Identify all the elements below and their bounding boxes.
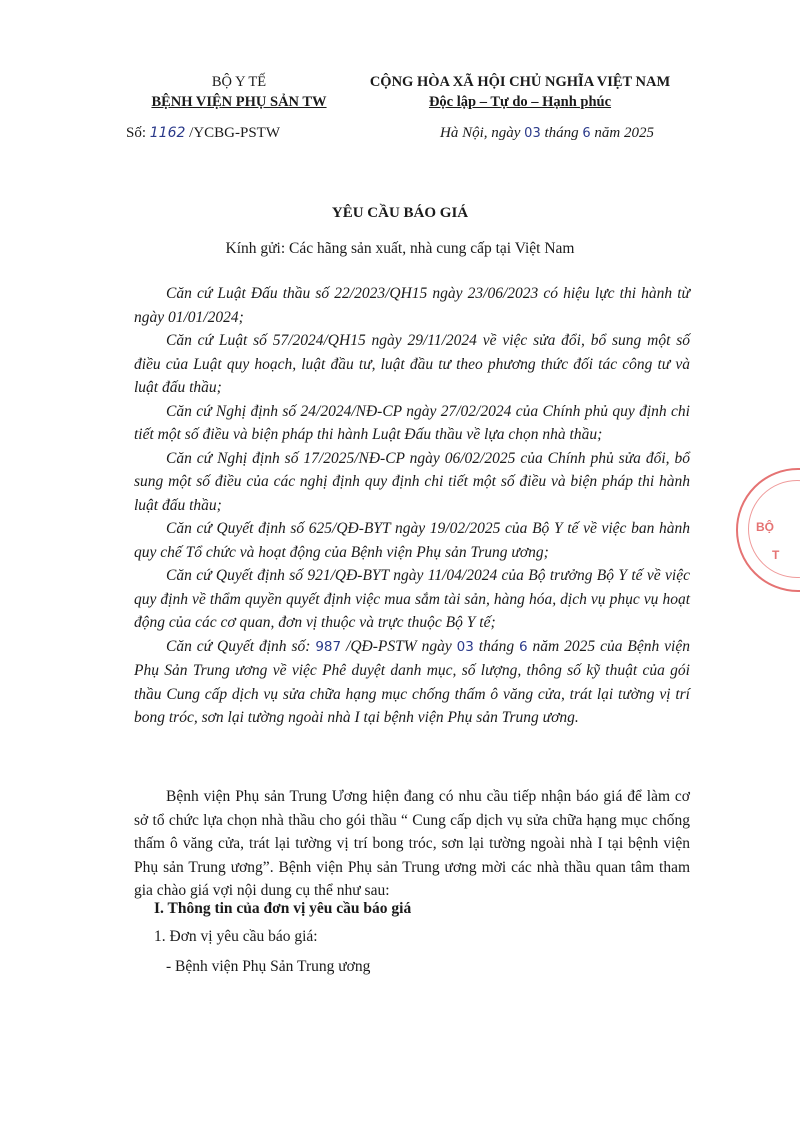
doc-number-prefix: Số: <box>126 125 150 141</box>
seal-text: T <box>772 548 780 562</box>
decision-prefix: Căn cứ Quyết định số: <box>166 637 316 655</box>
decision-date-label: /QĐ-PSTW ngày <box>341 637 457 655</box>
basis-paragraph-decision <box>134 635 690 730</box>
doc-number-suffix: /YCBG-PSTW <box>185 125 280 141</box>
date-line <box>440 125 654 142</box>
ministry-name: BỘ Y TẾ <box>211 74 267 90</box>
section-1-item-1-detail: - Bệnh viện Phụ Sản Trung ương <box>166 958 371 975</box>
document-number <box>126 125 280 142</box>
intro-paragraph: Bệnh viện Phụ sản Trung Ương hiện đang có nhu cầu tiếp nhận báo giá để làm cơ sở tổ chức lựa chọn nhà thầu cho gói thầu “ Cung cấp dịch vụ sửa chữa hạng mục chống thấm ô văng cửa, trát lại tường vị trí bong tróc, sơn lại tường ngoài nhà I tại bệnh viện Phụ sản Trung ương”. Bệnh viện Phụ sản Trung ương mời các nhà thầu quan tâm tham gia chào giá vợi nội dung cụ thể như sau: <box>134 788 690 899</box>
date-month-label: tháng <box>540 125 583 141</box>
date-prefix: Hà Nội, ngày <box>440 125 525 141</box>
decision-day-handwritten: 03 <box>456 638 474 655</box>
decision-number-handwritten: 987 <box>315 638 342 655</box>
date-day-handwritten: 03 <box>524 126 541 141</box>
basis-paragraph: Căn cứ Nghị định số 24/2024/NĐ-CP ngày 27/02/2024 của Chính phủ quy định chi tiết một số điều và biện pháp thi hành Luật Đấu thầu về lựa chọn nhà thầu; <box>134 402 690 443</box>
basis-paragraph: Căn cứ Quyết định số 625/QĐ-BYT ngày 19/02/2025 của Bộ Y tế về việc ban hành quy chế Tổ chức và hoạt động của Bệnh viện Phụ sản Trung ương; <box>134 520 690 561</box>
legal-basis <box>134 282 690 730</box>
doc-number-handwritten: 1162 <box>149 125 186 141</box>
national-heading <box>350 72 690 112</box>
document-title: YÊU CẦU BÁO GIÁ <box>331 205 469 221</box>
national-motto: Độc lập – Tự do – Hạnh phúc <box>428 94 612 110</box>
basis-paragraph: Căn cứ Quyết định số 921/QĐ-BYT ngày 11/04/2024 của Bộ trưởng Bộ Y tế về việc quy định về thẩm quyền quyết định việc mua sắm tài sản, hàng hóa, dịch vụ phục vụ hoạt động của các cơ quan, đơn vị thuộc và trực thuộc Bộ Y tế; <box>134 567 690 631</box>
decision-body: năm 2025 của Bệnh viện Phụ Sản Trung ương về việc Phê duyệt danh mục, số lượng, thông số kỹ thuật của gói thầu Cung cấp dịch vụ sửa chữa hạng mục chống thấm ô văng cửa, trát lại tường vị trí bong tróc, sơn lại tường ngoài nhà I tại bệnh viện Phụ sản Trung ương. <box>134 637 690 726</box>
basis-paragraph: Căn cứ Luật số 57/2024/QH15 ngày 29/11/2024 về việc sửa đổi, bổ sung một số điều của Luật quy hoạch, luật đầu tư, luật đầu tư theo phương thức đối tác công tư và luật đấu thầu; <box>134 332 690 396</box>
issuer-block <box>124 72 354 112</box>
basis-paragraph: Căn cứ Luật Đấu thầu số 22/2023/QH15 ngày 23/06/2023 có hiệu lực thi hành từ ngày 01/01/2024; <box>134 285 690 326</box>
recipient-line: Kính gửi: Các hãng sản xuất, nhà cung cấp tại Việt Nam <box>225 240 575 257</box>
organization-name: BỆNH VIỆN PHỤ SẢN TW <box>151 94 327 110</box>
section-1-item-1: 1. Đơn vị yêu cầu báo giá: <box>154 928 318 945</box>
date-month-handwritten: 6 <box>582 126 591 141</box>
decision-month-label: tháng <box>473 637 519 655</box>
date-year: năm 2025 <box>590 125 655 141</box>
seal-text: BỘ <box>756 520 774 534</box>
intro-section <box>134 785 690 903</box>
red-seal-stamp <box>730 460 800 600</box>
country-name: CỘNG HÒA XÃ HỘI CHỦ NGHĨA VIỆT NAM <box>369 74 671 90</box>
section-1-heading: I. Thông tin của đơn vị yêu cầu báo giá <box>154 900 412 917</box>
basis-paragraph: Căn cứ Nghị định số 17/2025/NĐ-CP ngày 06/02/2025 của Chính phủ sửa đổi, bổ sung một số điều của các nghị định quy định chi tiết một số điều và biện pháp thi hành luật đấu thầu; <box>134 449 690 514</box>
decision-month-handwritten: 6 <box>519 638 528 655</box>
